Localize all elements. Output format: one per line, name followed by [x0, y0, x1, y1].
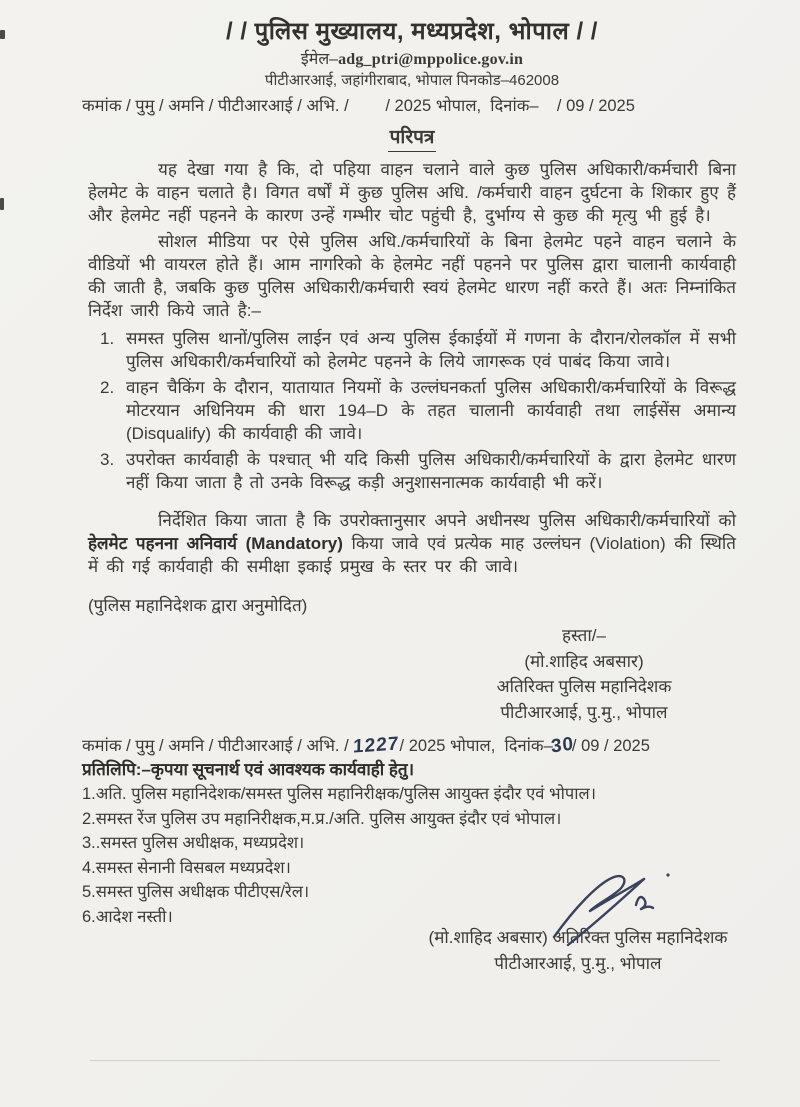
signature-ink-scribble	[540, 867, 690, 947]
copy-item: 1.अति. पुलिस महानिदेशक/समस्त पुलिस महानिरीक्षक/पुलिस आयुक्त इंदौर एवं भोपाल।	[82, 785, 596, 803]
email-line	[88, 49, 736, 71]
signatory-office: पीटीआरआई, पु.मु., भोपाल	[500, 702, 668, 722]
directive-number: 1.	[100, 329, 115, 348]
copy-item: 6.आदेश नस्ती।	[82, 907, 173, 926]
scan-artifact	[0, 30, 5, 39]
circular-heading: परिपत्र	[388, 125, 437, 152]
signature-block-top	[444, 623, 724, 725]
reference-line-bottom	[82, 734, 736, 758]
letterhead-title: / / पुलिस मुख्यालय, मध्यप्रदेश, भोपाल / /	[226, 18, 598, 45]
reference-line-top: कमांक / पुमु / अमनि / पीटीआरआई / अभि. / / 2025 भोपाल, दिनांक– / 09 / 2025	[82, 97, 635, 115]
ref-prefix: कमांक / पुमु / अमनि / पीटीआरआई / अभि. /	[82, 737, 354, 755]
paragraph-1: यह देखा गया है कि, दो पहिया वाहन चलाने वाले कुछ पुलिस अधिकारी/कर्मचारी बिना हेलमेट के वाहन चलाते है। विगत वर्षों में कुछ पुलिस अधि. /कर्मचारी वाहन दुर्घटना के शिकार हुए हैं और हेलमेट नहीं पहनने के कारण उन्हें गम्भीर चोट पहुंची है, दुर्भाग्य से कुछ की मृत्यु भी हुई है।	[88, 160, 736, 225]
directive-number: 3.	[100, 450, 115, 469]
handwritten-date-day: 30	[550, 733, 575, 758]
signed-abbreviation: हस्ता/–	[562, 626, 606, 645]
directive-text: उपरोक्त कार्यवाही के पश्चात् भी यदि किसी पुलिस अधिकारी/कर्मचारियों के द्वारा हेलमेट धारण नहीं किया जाता है तो उनके विरूद्ध कड़ी अनुशासनात्मक कार्यवाही भी करें।	[126, 450, 736, 492]
closing-paragraph	[88, 509, 736, 578]
directive-text: समस्त पुलिस थानों/पुलिस लाईन एवं अन्य पुलिस ईकाईयों में गणना के दौरान/रोलकॉल में सभी पुलिस अधिकारी/कर्मचारियों को हेलमेट पहनने के लिये जागरूक एवं पाबंद किया जावे।	[126, 329, 736, 371]
signatory-designation: अतिरिक्त पुलिस महानिदेशक	[552, 928, 728, 947]
signatory-designation: अतिरिक्त पुलिस महानिदेशक	[496, 677, 672, 696]
ref-middle: / 2025 भोपाल, दिनांक–	[399, 737, 553, 755]
copy-item: 4.समस्त सेनानी विसबल मध्यप्रदेश।	[82, 858, 291, 877]
directive-text: वाहन चैकिंग के दौरान, यातायात नियमों के उल्लंघनकर्ता पुलिस अधिकारी/कर्मचारियों के विरूद्ध मोटरयान अधिनियम की धारा 194–D के तहत चालानी कार्यवाही तथा लाईसेंस अमान्य (Disqualify) की कार्यवाही की जावे।	[126, 378, 736, 443]
signature-block-bottom	[428, 925, 728, 976]
scan-fold-line	[90, 1060, 720, 1061]
copy-item: 5.समस्त पुलिस अधीक्षक पीटीएस/रेल।	[82, 883, 310, 901]
directive-item	[88, 376, 736, 445]
directive-item	[88, 448, 736, 494]
handwritten-ref-number: 1227	[352, 733, 400, 758]
email-address: adg_ptri@mppolice.gov.in	[338, 51, 524, 68]
directive-list	[88, 327, 736, 494]
signatory-office: पीटीआरआई, पु.मु., भोपाल	[494, 953, 662, 973]
scan-artifact	[0, 198, 4, 210]
address-line: पीटीआरआई, जहांगीराबाद, भोपाल पिनकोड–462008	[264, 72, 560, 89]
closing-text-pre: निर्देशित किया जाता है कि उपरोक्तानुसार अपने अधीनस्थ पुलिस अधिकारी/कर्मचारियों को	[158, 511, 736, 530]
ref-suffix: / 09 / 2025	[571, 737, 650, 755]
signatory-name: (मो.शाहिद अबसार)	[524, 651, 644, 671]
email-label: ईमेल–	[300, 51, 339, 68]
directive-number: 2.	[100, 378, 115, 397]
copy-section-heading: प्रतिलिपि:–कृपया सूचनार्थ एवं आवश्यक कार्यवाही हेतु।	[82, 760, 415, 779]
approval-note: (पुलिस महानिदेशक द्वारा अनुमोदित)	[88, 596, 308, 615]
paragraph-2: सोशल मीडिया पर ऐसे पुलिस अधि./कर्मचारियों के बिना हेलमेट पहने वाहन चलाने के वीडियों भी वायरल होते हैं। आम नागरिको के हेलमेट नहीं पहनने पर पुलिस द्वारा चालानी कार्यवाही की जाती है, जबकि कुछ पुलिस अधिकारी/कर्मचारी स्वयं हेलमेट धारण नहीं करते हैं। अतः निम्नांकित निर्देश जारी किये जाते है:–	[88, 232, 736, 320]
directive-item	[88, 327, 736, 373]
signatory-name: (मो.शाहिद अबसार)	[428, 928, 548, 947]
closing-text-post: किया जावे एवं प्रत्येक माह उल्लंघन (Violation) की स्थिति में की गई कार्यवाही की समीक्षा इकाई प्रमुख के स्तर पर की जावे।	[88, 534, 736, 576]
copy-item: 3..समस्त पुलिस अधीक्षक, मध्यप्रदेश।	[82, 834, 305, 852]
copy-item: 2.समस्त रेंज पुलिस उप महानिरीक्षक,म.प्र./अति. पुलिस आयुक्त इंदौर एवं भोपाल।	[82, 809, 562, 828]
mandatory-emphasis: हेलमेट पहनना अनिवार्य (Mandatory)	[88, 534, 343, 553]
